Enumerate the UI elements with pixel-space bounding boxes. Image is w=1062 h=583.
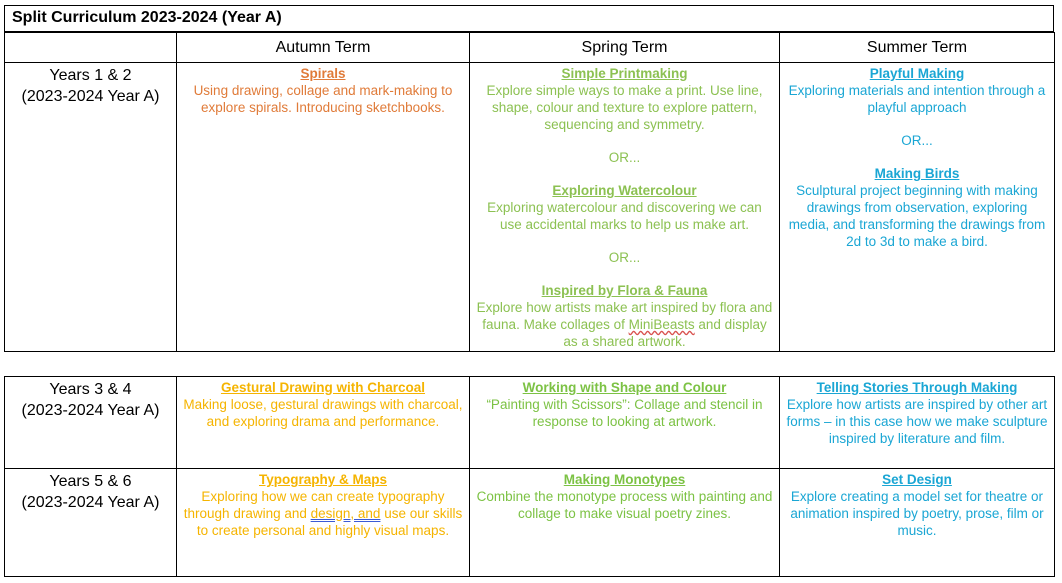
unit-description: Explore creating a model set for theatre or animation inspired by poetry, prose, film or music. [790,489,1044,538]
row-years-1-2 [5,63,1055,352]
or-separator: OR... [608,150,641,165]
summer-cell [780,63,1055,352]
summer-cell [780,469,1055,577]
unit-heading: Gestural Drawing with Charcoal [220,380,426,395]
year-label: Years 5 & 6 [49,473,132,490]
spellcheck-word: MiniBeasts [628,317,695,332]
unit-description: Exploring watercolour and discovering we can use accidental marks to help us make art. [487,200,762,232]
unit-heading: Making Monotypes [563,472,686,487]
document-title: Split Curriculum 2023-2024 (Year A) [12,9,282,26]
document-title-box [4,5,1054,32]
unit-description: Making loose, gestural drawings with charcoal, and exploring drama and performance. [183,397,463,429]
header-row [5,33,1055,63]
curriculum-table-bottom [4,376,1055,577]
unit-description: Exploring how we can create typography through drawing and design, and use our skills to create personal and highly visual maps. [183,489,463,538]
unit-heading: Spirals [300,66,346,81]
unit-heading: Set Design [882,472,952,487]
header-empty-cell [5,33,177,63]
header-spring: Spring Term [470,33,780,63]
year-label-cell [5,63,177,352]
autumn-cell [177,63,470,352]
year-label-cell [5,469,177,577]
unit-description: Explore how artists are inspired by other art forms – in this case how we make sculpture inspired by literature and film. [786,397,1048,446]
header-summer: Summer Term [780,33,1055,63]
year-sub-label: (2023-2024 Year A) [21,402,160,419]
unit-heading: Telling Stories Through Making [816,380,1018,395]
unit-description: Explore simple ways to make a print. Use line, shape, colour and texture to explore pattern, sequencing and symmetry. [486,83,763,132]
unit-description: Exploring materials and intention through a playful approach [788,83,1046,115]
unit-description: Explore how artists make art inspired by flora and fauna. Make collages of MiniBeasts and display as a shared artwork. [476,300,773,349]
unit-description: Using drawing, collage and mark-making to explore spirals. Introducing sketchbooks. [193,83,453,115]
year-sub-label: (2023-2024 Year A) [21,494,160,511]
year-label: Years 1 & 2 [49,67,132,84]
spring-cell [470,469,780,577]
year-sub-label: (2023-2024 Year A) [21,88,160,105]
unit-heading: Simple Printmaking [561,66,688,81]
header-autumn: Autumn Term [177,33,470,63]
or-separator: OR... [901,133,933,148]
row-years-3-4 [5,377,1055,469]
autumn-cell [177,377,470,469]
year-label: Years 3 & 4 [49,381,132,398]
or-separator: OR... [608,250,641,265]
summer-cell [780,377,1055,469]
unit-heading: Working with Shape and Colour [522,380,727,395]
autumn-cell [177,469,470,577]
unit-heading: Inspired by Flora & Fauna [541,283,708,298]
row-years-5-6 [5,469,1055,577]
grammar-check-phrase: design, and [310,506,381,521]
unit-heading: Exploring Watercolour [552,183,697,198]
spring-cell [470,377,780,469]
unit-heading: Making Birds [874,166,960,181]
unit-heading: Playful Making [869,66,965,81]
spring-cell [470,63,780,352]
unit-description: “Painting with Scissors”: Collage and stencil in response to looking at artwork. [486,397,763,429]
year-label-cell [5,377,177,469]
curriculum-table-top [4,32,1055,352]
unit-heading: Typography & Maps [258,472,387,487]
unit-description: Sculptural project beginning with making drawings from observation, exploring media, and transforming the drawings from 2d to 3d to make a bird. [788,183,1046,249]
unit-description: Combine the monotype process with painting and collage to make visual poetry zines. [476,489,773,521]
